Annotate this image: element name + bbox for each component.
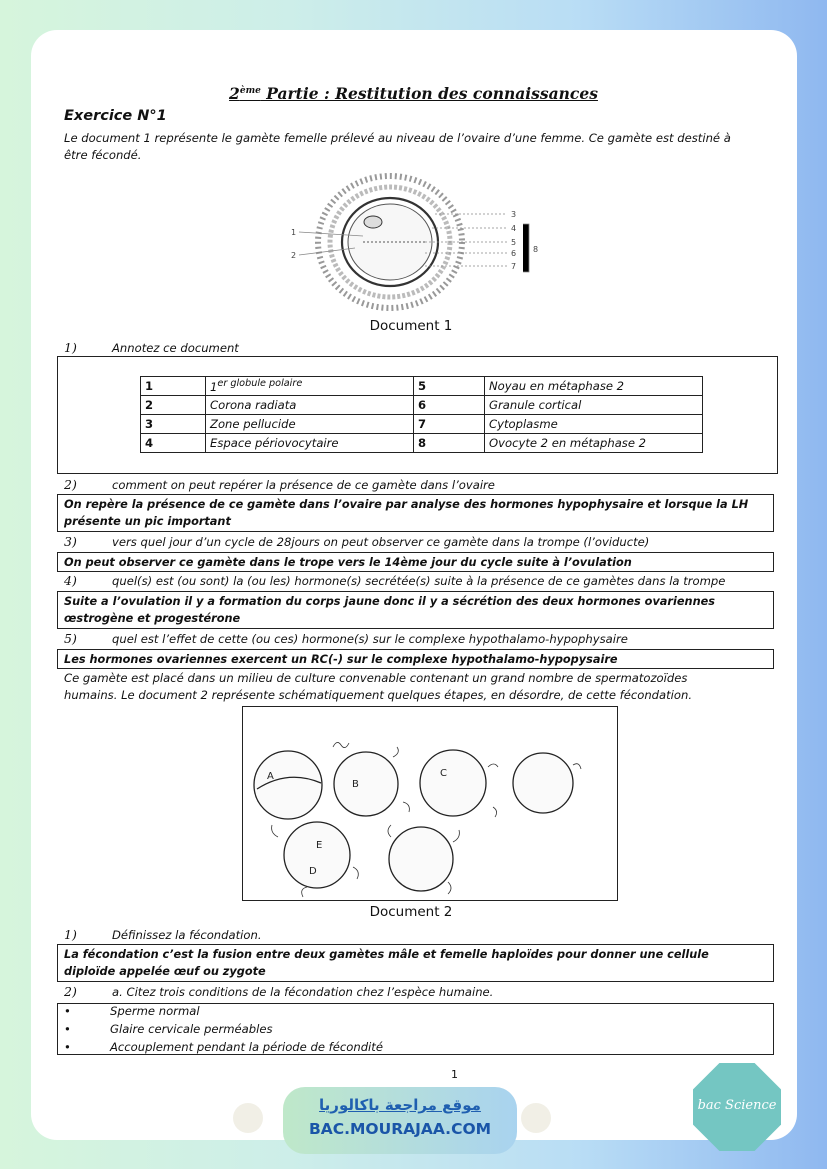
stage-c-cell: [420, 750, 486, 816]
stage-letter-a: A: [267, 771, 274, 782]
answer-2: On repère la présence de ce gamète dans l’ovaire par analyse des hormones hypophysaire et lorsque la LH présente un pic important: [57, 494, 774, 532]
label-1: 1: [291, 228, 297, 237]
question-5: 5) quel est l’effet de cette (ou ces) hormone(s) sur le complexe hypothalamo-hypophysaire: [64, 631, 628, 646]
document-1-caption: Document 1: [369, 318, 453, 334]
part2-question-2: 2) a. Citez trois conditions de la fécondation chez l’espèce humaine.: [64, 984, 494, 999]
conditions-list: [57, 1003, 774, 1055]
document-2-fertilization-figure: [243, 707, 617, 900]
question-4: 4) quel(s) est (ou sont) la (ou les) hormone(s) secrétée(s) suite à la présence de ce gamètes dans la trompe: [64, 573, 726, 588]
bac-science-badge-text: bac Science: [697, 1098, 777, 1113]
label-7: 7: [511, 262, 517, 271]
stage-letter-d: D: [309, 866, 317, 877]
label-2: 2: [291, 251, 297, 260]
stage-b-cell: [334, 752, 398, 816]
label-8: 8: [533, 245, 539, 254]
list-item: • Glaire cervicale perméables: [64, 1022, 273, 1036]
annotation-table: [140, 376, 703, 453]
intro-2-text: Ce gamète est placé dans un milieu de culture convenable contenant un grand nombre de spermatozoïdes humains. Le document 2 représente schématiquement quelques étapes, en désordre, de cette fécondation.: [64, 671, 693, 702]
table-row: 2 Corona radiata 6 Granule cortical: [141, 396, 703, 415]
question-3: 3) vers quel jour d’un cycle de 28jours on peut observer ce gamète dans la trompe (l’oviducte): [64, 534, 650, 549]
list-item: • Sperme normal: [64, 1004, 200, 1018]
question-2: 2) comment on peut repérer la présence de ce gamète dans l’ovaire: [64, 477, 495, 492]
footer-arabic-title[interactable]: موقع مراجعة باكالوريا: [319, 1096, 481, 1114]
answer-4: Suite a l’ovulation il y a formation du corps jaune donc il y a sécrétion des deux hormones ovariennes œstrogène et progestérone: [57, 591, 774, 629]
label-5: 5: [511, 238, 517, 247]
site-logo-icon: [233, 1103, 263, 1133]
stage-f-cell: [389, 827, 453, 891]
part2-question-1: 1) Définissez la fécondation.: [64, 927, 262, 942]
document-2-caption: Document 2: [369, 904, 453, 920]
stage-letter-b: B: [352, 779, 359, 790]
stage-e-cell: [284, 822, 350, 888]
table-row: 3 Zone pellucide 7 Cytoplasme: [141, 415, 703, 434]
exercise-heading: Exercice N°1: [64, 108, 167, 124]
stage-letter-e: E: [316, 840, 323, 851]
label-4: 4: [511, 224, 517, 233]
part2-answer-1: La fécondation c’est la fusion entre deux gamètes mâle et femelle haploïdes pour donner une cellule diploïde appelée œuf ou zygote: [57, 944, 774, 982]
question-1: 1) Annotez ce document: [64, 340, 239, 355]
document-1-oocyte-figure: [285, 162, 545, 317]
answer-5: Les hormones ovariennes exercent un RC(-) sur le complexe hypothalamo-hypopysaire: [57, 649, 774, 669]
first-polar-body: [364, 216, 382, 228]
label-6: 6: [511, 249, 517, 258]
part-title: 2ème Partie : Restitution des connaissances: [229, 84, 598, 103]
answer-3: On peut observer ce gamète dans le trope vers le 14ème jour du cycle suite à l’ovulation: [57, 552, 774, 572]
site-logo-icon: [521, 1103, 551, 1133]
footer-domain-link[interactable]: BAC.MOURAJAA.COM: [308, 1120, 492, 1138]
page-number: 1: [451, 1068, 458, 1081]
stage-d-cell: [513, 753, 573, 813]
stage-letter-c: C: [440, 768, 447, 779]
intro-text: Le document 1 représente le gamète femelle prélevé au niveau de l’ovaire d’une femme. Ce gamète est destiné à être fécondé.: [64, 131, 731, 162]
footer-banner[interactable]: [283, 1087, 517, 1154]
label-3: 3: [511, 210, 517, 219]
table-row: 1 $1^{er globule polaire}$ 5 Noyau en métaphase 2: [141, 377, 703, 396]
list-item: • Accouplement pendant la période de fécondité: [64, 1040, 383, 1054]
table-row: 4 Espace périovocytaire 8 Ovocyte 2 en métaphase 2: [141, 434, 703, 453]
